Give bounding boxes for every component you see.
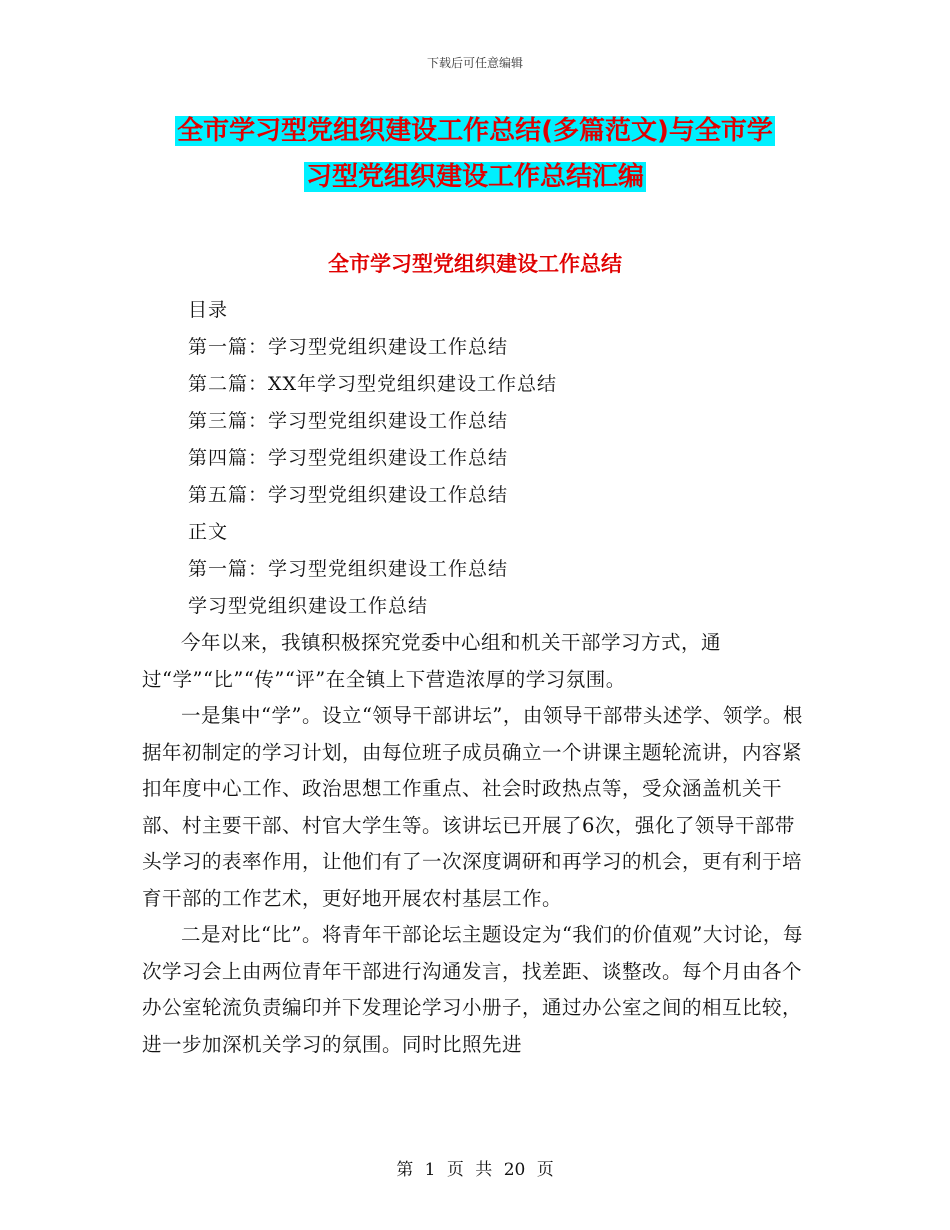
body-heading: 正文 [188, 521, 229, 543]
section-title: 全市学习型党组织建设工作总结 [328, 252, 622, 276]
toc-item: 第五篇：学习型党组织建设工作总结 [188, 484, 509, 506]
paragraph: 一是集中“学”。设立“领导干部讲坛”，由领导干部带头述学、领学。根据年初制定的学习计划，由每位班子成员确立一个讲课主题轮流讲，内容紧扣年度中心工作、政治思想工作重点、社会时政热点等，受众涵盖机关干部、村主要干部、村官大学生等。该讲坛已开展了6次，强化了领导干部带头学习的表率作用，让他们有了一次深度调研和再学习的机会，更有利于培育干部的工作艺术，更好地开展农村基层工作。 [142, 704, 803, 910]
toc-heading: 目录 [188, 299, 229, 321]
paragraph: 二是对比“比”。将青年干部论坛主题设定为“我们的价值观”大讨论，每次学习会上由两位青年干部进行沟通发言，找差距、谈整改。每个月由各个办公室轮流负责编印并下发理论学习小册子，通过办公室之间的相互比较，进一步加深机关学习的氛围。同时比照先进 [142, 923, 803, 1056]
toc-item: 第二篇：XX年学习型党组织建设工作总结 [188, 373, 558, 395]
toc-item: 第四篇：学习型党组织建设工作总结 [188, 447, 509, 469]
document-title-line-1: 全市学习型党组织建设工作总结(多篇范文)与全市学 [177, 116, 773, 146]
body-text [142, 625, 807, 1063]
document-title [140, 108, 810, 200]
toc-item: 第一篇：学习型党组织建设工作总结 [188, 336, 509, 358]
paragraph: 今年以来，我镇积极探究党委中心组和机关干部学习方式，通过“学”“比”“传”“评”在全镇上下营造浓厚的学习氛围。 [142, 631, 722, 691]
part-subheading: 学习型党组织建设工作总结 [188, 595, 429, 617]
table-of-contents [188, 292, 808, 625]
page-footer: 第 1 页 共 20 页 [396, 1160, 554, 1180]
part-heading: 第一篇：学习型党组织建设工作总结 [188, 558, 509, 580]
header-note: 下载后可任意编辑 [426, 56, 523, 70]
toc-item: 第三篇：学习型党组织建设工作总结 [188, 410, 509, 432]
document-title-line-2: 习型党组织建设工作总结汇编 [305, 162, 644, 192]
